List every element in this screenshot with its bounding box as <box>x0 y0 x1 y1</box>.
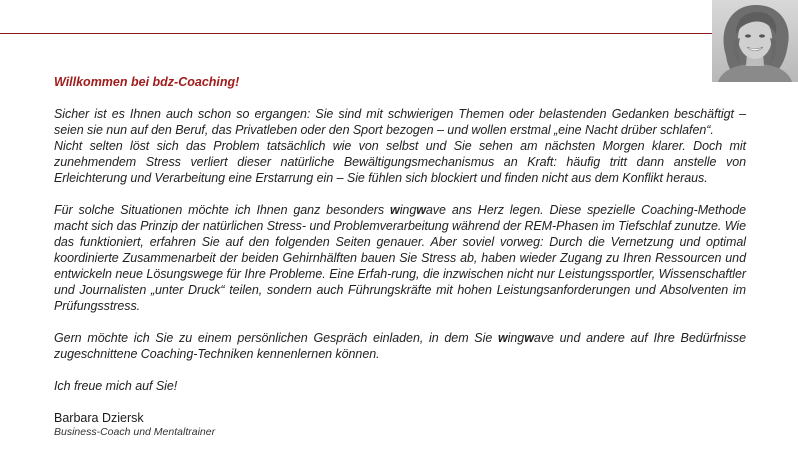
signature-name: Barbara Dziersk <box>54 411 144 425</box>
method-paragraph <box>54 202 746 314</box>
brand-part-ave: ave <box>425 203 446 217</box>
brand-letter-w2: w <box>416 203 426 217</box>
main-content <box>54 74 746 438</box>
header-divider-line <box>0 33 712 34</box>
closing-line: Ich freue mich auf Sie! <box>54 379 178 393</box>
paragraph-spacer <box>54 394 746 410</box>
brand-part-ing: ing <box>399 203 417 217</box>
brand-part-ave: ave <box>533 331 554 345</box>
paragraph-spacer <box>54 362 746 378</box>
method-text-end: ans Herz legen. Diese spezielle Coaching-Methode macht sich das Prinzip der natürlichen Stress- und Problemverarbeitung während der REM-Phasen im Tiefschlaf zunutze. Wie das funktioniert, erfahren Sie auf den folgenden Seiten genauer. Aber soviel vorweg: Durch die Vernetzung und optimal koordinierte Zusammenarbeit der beiden Gehirnhälften bauen Sie Stress ab, haben wieder Zugang zu Ihren Ressourcen und entwickeln neue Lösungswege für Ihre Probleme. Eine Erfah-rung, die inzwischen nicht nur Leistungssportler, Wissenschaftler und Journalisten „unter Druck“ teilen, sondern auch Führungskräfte mit hohen Leistungsanforderungen und Absolventen im Prüfungsstress. <box>54 203 747 313</box>
method-text-start: Für solche Situationen möchte ich Ihnen ganz besonders <box>54 203 390 217</box>
intro-paragraph: Sicher ist es Ihnen auch schon so ergangen: Sie sind mit schwierigen Themen oder belastenden Gedanken beschäftigt – seien sie nun auf den Beruf, das Privatleben oder den Sport bezogen – und wollen erstmal „eine Nacht drüber schlafen“. <box>54 107 746 137</box>
signature-role: Business-Coach und Mentaltrainer <box>54 426 216 438</box>
brand-letter-w1: w <box>390 203 400 217</box>
invitation-text-end: und andere auf Ihre Bedürfnisse zugeschnittene Coaching-Techniken kennenlernen können. <box>54 331 747 361</box>
page-title: Willkommen bei bdz-Coaching! <box>54 75 240 89</box>
invitation-text-start: Gern möchte ich Sie zu einem persönlichen Gespräch einladen, in dem Sie <box>54 331 498 345</box>
invitation-paragraph <box>54 330 746 362</box>
wingwave-brand-name <box>390 203 446 217</box>
stress-paragraph: Nicht selten löst sich das Problem tatsächlich wie von selbst und Sie sehen am nächsten Morgen klarer. Doch mit zunehmendem Stress verliert dieser natürliche Bewältigungsmechanismus an Kraft: häufig tritt dann anstelle von Erleichterung und Verarbeitung eine Erstarrung ein – Sie fühlen sich blockiert und finden nicht aus dem Konflikt heraus. <box>54 139 746 185</box>
wingwave-brand-name <box>498 331 554 345</box>
brand-letter-w2: w <box>524 331 534 345</box>
paragraph-spacer <box>54 186 746 202</box>
brand-part-ing: ing <box>507 331 525 345</box>
paragraph-spacer <box>54 314 746 330</box>
portrait-photo <box>712 0 798 82</box>
woman-portrait-icon <box>712 0 798 82</box>
brand-letter-w1: w <box>497 331 508 345</box>
